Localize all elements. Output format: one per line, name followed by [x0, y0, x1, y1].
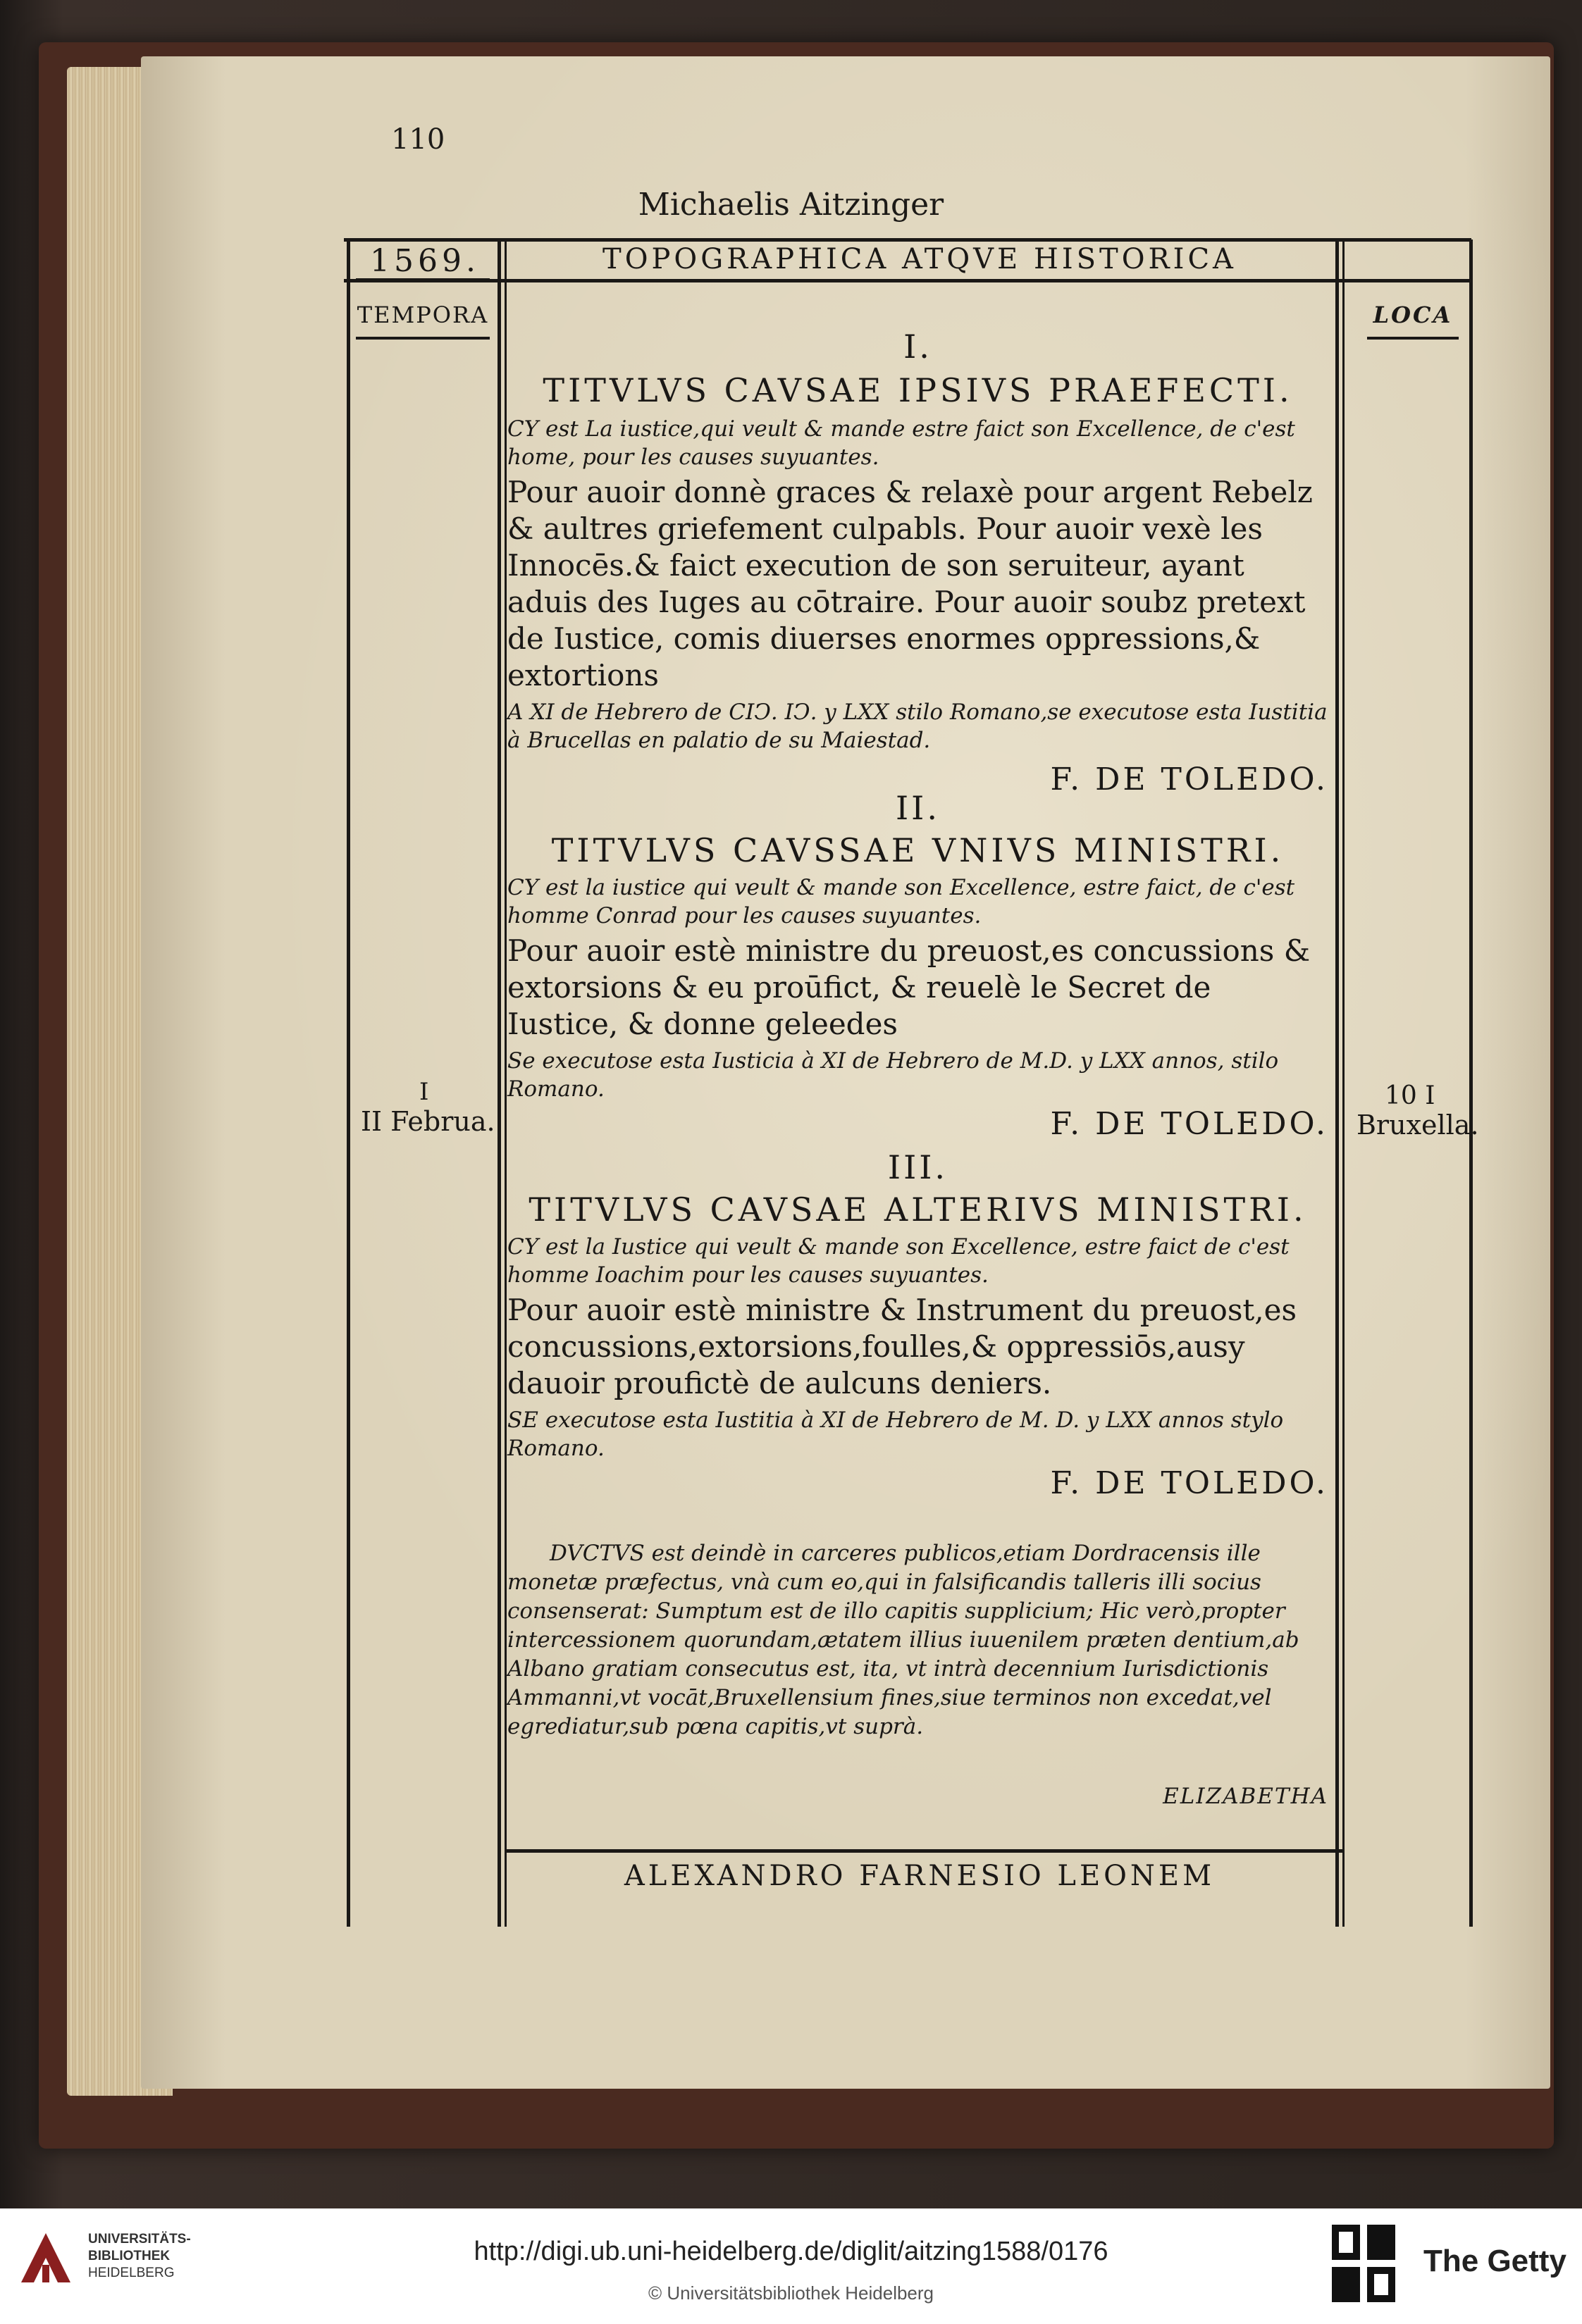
frame-top-rule	[344, 238, 1471, 242]
section-numeral: III.	[887, 1148, 948, 1186]
running-author: Michaelis Aitzinger	[638, 187, 944, 223]
section-note: SE executose esta Iustitia à XI de Hebrero de M. D. y LXX annos stylo Romano.	[507, 1408, 1284, 1461]
frame-right-inner2	[1342, 240, 1345, 1927]
section-body: Pour auoir estè ministre du preuost,es concussions & extorsions & eu proūfict, & reuelè le Secret de Iustice, & donne geleedes	[507, 933, 1311, 1041]
section-title: TITVLVS CAVSAE ALTERIVS MINISTRI.	[529, 1191, 1307, 1229]
frame-left-inner	[498, 240, 501, 1927]
frame-title: TOPOGRAPHICA ATQVE HISTORICA	[602, 243, 1237, 275]
section-body: Pour auoir donnè graces & relaxè pour argent Rebelz & aultres griefement culpabls. Pour auoir vexè les Innocēs.& faict execution de son seruiteur, ayant aduis des Iuges au cōtraire. Pour auoir soubz pretext de Iustice, comis diuerses enormes oppressions,& extortions	[507, 475, 1313, 692]
year-label: 1569.	[370, 243, 480, 279]
section-title: TITVLVS CAVSSAE VNIVS MINISTRI.	[551, 831, 1285, 869]
permalink-url[interactable]: http://digi.ub.uni-heidelberg.de/diglit/aitzing1588/0176	[474, 2237, 1108, 2266]
loca-heading: LOCA	[1373, 302, 1453, 328]
place-margin-note-1: 10 I	[1385, 1081, 1435, 1110]
section-numeral: I.	[903, 328, 932, 366]
frame-bottom-rule	[505, 1849, 1343, 1853]
section-title: TITVLVS CAVSAE IPSIVS PRAEFECTI.	[543, 371, 1293, 409]
section-subtitle: CY est la Iustice qui veult & mande son Excellence, estre faict de c'est homme Ioachim pour les causes suyuantes.	[507, 1234, 1290, 1288]
section-1	[507, 328, 1328, 797]
viewer-footer	[0, 2208, 1582, 2324]
closing-block	[507, 1539, 1328, 1809]
section-3	[507, 1148, 1328, 1501]
section-numeral: II.	[896, 789, 940, 827]
library-name-line3: HEIDELBERG	[88, 2266, 175, 2280]
frame-left-outer	[347, 240, 350, 1927]
section-note: A XI de Hebrero de CIↃ. IↃ. y LXX stilo Romano,se executose esta Iustitia à Brucellas en palatio de su Maiestad.	[507, 700, 1328, 753]
frame-right-inner	[1335, 240, 1339, 1927]
date-margin-note-2: II Februa.	[361, 1106, 495, 1137]
frame-right-outer	[1469, 240, 1473, 1927]
section-signature: F. DE TOLEDO.	[1050, 762, 1328, 797]
frame-title-rule	[344, 279, 1471, 282]
loca-underline	[1367, 337, 1459, 340]
catchword-elizabetha: ELIZABETHA	[1163, 1784, 1328, 1809]
section-note: Se executose esta Iusticia à XI de Hebrero de M.D. y LXX annos, stilo Romano.	[507, 1048, 1279, 1102]
section-subtitle: CY est La iustice,qui veult & mande estre faict son Excellence, de c'est home, pour les causes suyuantes.	[507, 416, 1295, 470]
copyright-notice: © Universitätsbibliothek Heidelberg	[648, 2282, 934, 2304]
section-subtitle: CY est la iustice qui veult & mande son Excellence, estre faict, de c'est homme Conrad pour les causes suyuantes.	[507, 875, 1295, 928]
section-body: Pour auoir estè ministre & Instrument du preuost,es concussions,extorsions,foulles,& oppressiōs,ausy dauoir proufictè de aulcuns deniers.	[507, 1293, 1297, 1400]
getty-label: The Getty	[1423, 2244, 1566, 2278]
date-margin-note-1: I	[419, 1078, 429, 1106]
folio-number: 110	[391, 123, 445, 156]
frame-left-inner2	[505, 240, 507, 1927]
section-signature: F. DE TOLEDO.	[1050, 1465, 1328, 1501]
tempora-underline	[356, 337, 490, 340]
closing-paragraph: DVCTVS est deindè in carceres publicos,etiam Dordracensis ille monetæ præfectus, vnà cum eo,qui in falsificandis talleris illi socius consenserat: Sumptum est de illo capitis supplicium; Hic verò,propter intercessionem quorundam,ætatem illius iuuenilem præten dentium,ab Albano gratiam consecutus est, ita, vt intrà decennium Iurisdictionis Ammanni,vt vocāt,Bruxellensium fines,siue terminos non excedat,vel egrediatur,sub pœna capitis,vt suprà.	[507, 1541, 1299, 1739]
library-name-line1: UNIVERSITÄTS-	[88, 2232, 191, 2247]
tempora-heading: TEMPORA	[357, 302, 489, 328]
place-margin-note-2: Bruxella.	[1357, 1110, 1479, 1141]
getty-logo-icon	[1328, 2221, 1399, 2306]
section-signature: F. DE TOLEDO.	[1050, 1106, 1328, 1142]
section-2	[507, 789, 1328, 1142]
library-name-line2: BIBLIOTHEK	[88, 2249, 171, 2263]
catchline: ALEXANDRO FARNESIO LEONEM	[624, 1860, 1216, 1892]
